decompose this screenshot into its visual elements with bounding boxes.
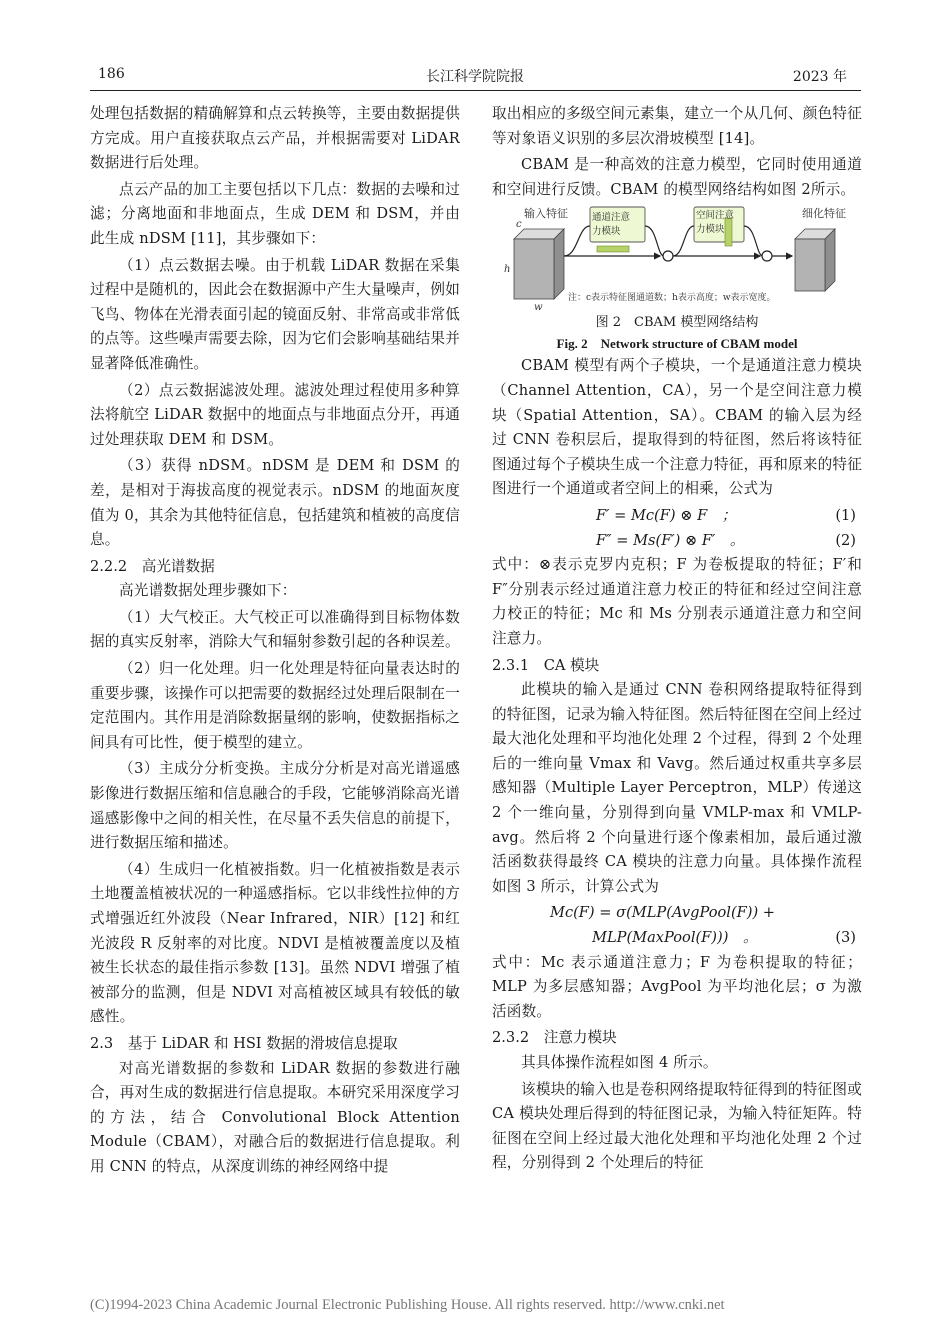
paragraph: （2）点云数据滤波处理。滤波处理过程使用多种算法将航空 LiDAR 数据中的地面点与非地面点分开，再通过处理获取 DEM 和 DSM。: [90, 381, 460, 448]
channel-attention-bar: [597, 246, 629, 252]
right-column-sa-section: [492, 951, 862, 1176]
output-feature-label: 细化特征: [802, 207, 846, 221]
paragraph: 其具体操作流程如图 4 所示。: [521, 1054, 718, 1071]
paragraph: （1）点云数据去噪。由于机载 LiDAR 数据在采集过程中是随机的，因此会在数据源中产生大量噪声，例如飞鸟、物体在光滑表面引起的镜面反射、非常高或非常低的点等。这些噪声需要去除，因为它们会影响基础结果并显著降低准确性。: [90, 256, 460, 372]
left-column: [90, 102, 460, 1182]
section-heading: 2.3.2 注意力模块: [492, 1029, 617, 1047]
section-heading: 2.3 基于 LiDAR 和 HSI 数据的滑坡信息提取: [90, 1034, 398, 1052]
equation-2-formula: F″ = Ms(F′) ⊗ F′ 。: [596, 531, 745, 549]
multiply-node-1: [663, 251, 673, 261]
channel-module-label-2: 力模块: [592, 226, 621, 238]
paragraph: （3）获得 nDSM。nDSM 是 DEM 和 DSM 的差，是相对于海拔高度的视觉表示。nDSM 的地面灰度值为 0，其余为其他特征信息，包括建筑和植被的高度信息。: [90, 457, 460, 549]
paragraph: （1）大气校正。大气校正可以准确得到目标物体数据的真实反射率，消除大气和辐射参数引起的各种误差。: [90, 608, 460, 651]
paragraph: （3）主成分分析变换。主成分分析是对高光谱遥感影像进行数据压缩和信息融合的手段，它能够消除高光谱遥感影像中之间的相关性，在尽量不丢失信息的前提下，进行数据压缩和描述。: [90, 760, 460, 852]
paragraph: 此模块的输入是通过 CNN 卷积网络提取特征得到的特征图，记录为输入特征图。然后特征图在空间上经过最大池化处理和平均池化处理 2 个过程，得到 2 个处理后的一维向量 Vmax 和 Vavg。然后通过权重共享多层感知器（Multiple Layer Perceptron，MLP）传递这 2 个一维向量，分别得到向量 VMLP-max 和 VMLP-avg。然后将 2 个向量进行逐个像素相加，最后通过激活函数获得最终 CA 模块的注意力向量。具体操作流程如图 3 所示，计算公式为: [492, 681, 862, 895]
right-column-intro: [492, 102, 862, 202]
paragraph: 式中：⊗表示克罗内克积；F 为卷板提取的特征；F′和 F″分别表示经过通道注意力校正的特征和经过空间注意力校正的特征；Mc 和 Ms 分别表示通道注意力和空间注意力。: [492, 556, 862, 647]
journal-title: 长江科学院院报: [426, 69, 524, 85]
right-column: [492, 102, 862, 1178]
paragraph: 点云产品的加工主要包括以下几点：数据的去噪和过滤；分离地面和非地面点，生成 DEM 和 DSM，并由此生成 nDSM [11]，其步骤如下：: [90, 180, 460, 247]
figure-caption-cn: 图 2 CBAM 模型网络结构: [595, 315, 759, 331]
multiply-node-2: [762, 251, 772, 261]
paragraph: 取出相应的多级空间元素集，建立一个从几何、颜色特征等对象语义识别的多层次滑坡模型 [14]。: [492, 105, 862, 147]
paragraph: （4）生成归一化植被指数。归一化植被指数是表示土地覆盖植被状况的一种遥感指标。它以非线性拉伸的方式增强近红外波段（Near Infrared，NIR）[12] 和红光波段 R 反射率的对比度。NDVI 是植被覆盖度以及植被生长状态的最佳指示参数 [13]。虽然 NDVI 增强了植被部分的监测，但是 NDVI 对高植被区域具有较低的敏感性。: [90, 860, 460, 1026]
cbam-diagram-svg: [492, 206, 862, 314]
arrow-to-channel: [564, 226, 590, 256]
section-heading: 2.2.2 高光谱数据: [90, 557, 215, 575]
figure-note: 注：c表示特征图通道数；h表示高度；w表示宽度。: [568, 293, 776, 304]
equation-1-formula: F′ = Mc(F) ⊗ F ；: [596, 506, 737, 524]
equation-2: [492, 529, 862, 554]
input-cube-front: [514, 239, 554, 299]
paragraph: 对高光谱数据的参数和 LiDAR 数据的参数进行融合，再对生成的数据进行信息提取。本研究采用深度学习的方法，结合 Convolutional Block Attention Module（CBAM），对融合后的数据进行信息提取。利用 CNN 的特点，从深度训练的神经网络中提: [90, 1059, 460, 1175]
header-rule: [90, 90, 861, 91]
equation-1: [492, 504, 862, 529]
spatial-module-label-2: 力模块: [696, 224, 725, 236]
equation-1-number: (1): [835, 506, 856, 524]
dim-w-label: w: [534, 302, 543, 314]
paragraph: 高光谱数据处理步骤如下：: [119, 582, 297, 600]
paragraph: 处理包括数据的精确解算和点云转换等，主要由数据提供方完成。用户直接获取点云产品，并根据需要对 LiDAR 数据进行后处理。: [90, 105, 460, 172]
paragraph: CBAM 是一种高效的注意力模型，它同时使用通道和空间进行反馈。CBAM 的模型网络结构如图 2所示。: [492, 156, 862, 198]
channel-module-label-1: 通道注意: [592, 212, 631, 224]
figure-caption-en: Fig. 2 Network structure of CBAM model: [556, 336, 798, 352]
section-heading: 2.3.1 CA 模块: [492, 656, 600, 674]
page-number: 186: [98, 66, 125, 82]
equation-3-number: (3): [835, 929, 856, 947]
equation-2-number: (2): [835, 531, 856, 549]
equation-3-line-1: [492, 901, 862, 926]
right-column-ca-section: [492, 553, 862, 899]
dim-c-label: c: [516, 219, 522, 231]
output-cube-front: [795, 239, 825, 291]
arrow-from-channel: [645, 226, 664, 256]
arrow-from-spatial: [744, 226, 763, 256]
right-column-cbam-desc: [492, 354, 862, 502]
output-cube-side: [825, 229, 835, 291]
copyright-footer: (C)1994-2023 China Academic Journal Electronic Publishing House. All rights reserved. http://www.cnki.net: [90, 1297, 725, 1313]
equation-3-formula-line-1: Mc(F) = σ(MLP(AvgPool(F)) +: [550, 904, 776, 922]
input-feature-label: 输入特征: [524, 207, 568, 221]
publication-year: 2023 年: [792, 69, 847, 85]
equation-3-formula-line-2: MLP(MaxPool(F))) 。: [592, 929, 758, 947]
paragraph: CBAM 模型有两个子模块，一个是通道注意力模块（Channel Attention，CA），另一个是空间注意力模块（Spatial Attention，SA）。CBAM 的输入层为经过 CNN 卷积层后，提取得到的特征图，然后将该特征图通过每个子模块生成一个注意力特征，再和原来的特征图进行一个通道或者空间上的相乘，公式为: [492, 357, 862, 498]
paragraph: 该模块的输入也是卷积网络提取特征得到的特征图或 CA 模块处理后得到的特征图记录，为输入特征矩阵。特征图在空间上经过最大池化处理和平均池化处理 2 个过程，分别得到 2 个处理后的特征: [492, 1080, 862, 1172]
input-cube-side: [554, 229, 564, 299]
dim-h-label: h: [504, 264, 511, 276]
spatial-module-label-1: 空间注意: [696, 210, 735, 222]
equation-3-line-2: [492, 926, 862, 951]
figure-cbam-diagram: [492, 206, 862, 314]
arrow-to-spatial: [673, 226, 694, 256]
paragraph: 式中：Mc 表示通道注意力；F 为卷积提取的特征；MLP 为多层感知器；AvgPool 为平均池化层；σ 为激活函数。: [492, 953, 862, 1020]
spatial-attention-bar: [725, 218, 732, 246]
paragraph: （2）归一化处理。归一化处理是特征向量表达时的重要步骤，该操作可以把需要的数据经过处理后限制在一定范围内。其作用是消除数据量纲的影响，使数据指标之间具有可比性，便于模型的建立。: [90, 660, 460, 751]
